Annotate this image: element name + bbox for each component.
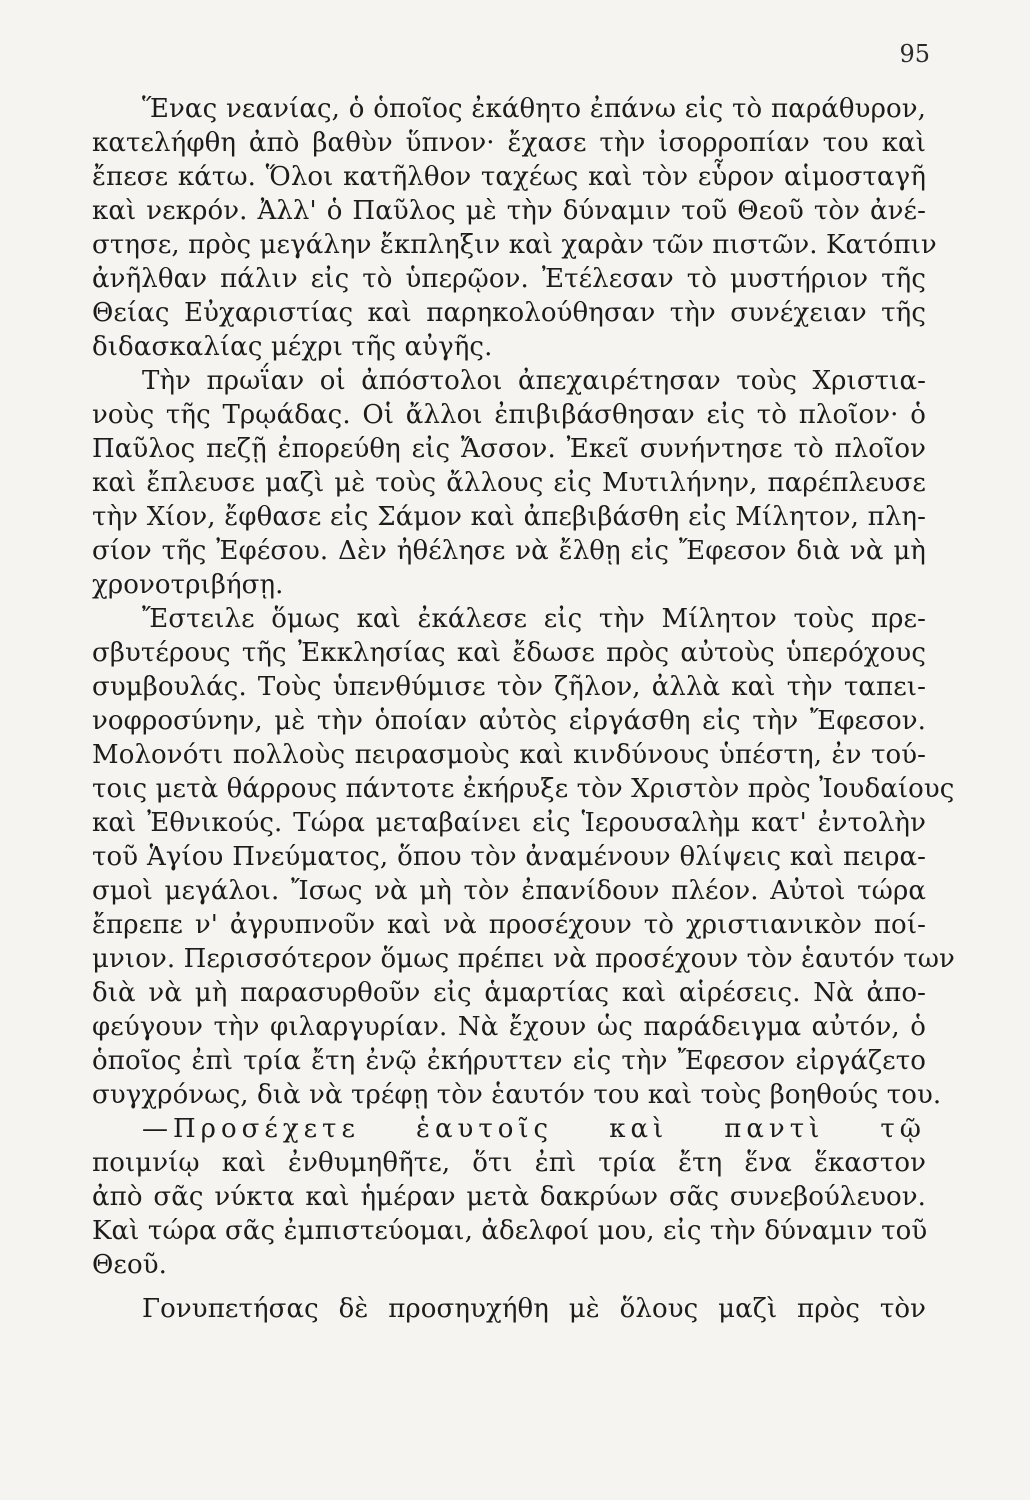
text-line: διὰ νὰ μὴ παρασυρθοῦν εἰς ἁμαρτίας καὶ αἱρέσεις. Νὰ ἀπο-	[92, 978, 926, 1008]
text-line: τοις μετὰ θάρρους πάντοτε ἐκήρυξε τὸν Χριστὸν πρὸς Ἰουδαίους	[92, 774, 955, 804]
text-line: Ἕνας νεανίας, ὁ ὁποῖος ἐκάθητο ἐπάνω εἰς τὸ παράθυρον,	[142, 94, 926, 124]
text-line: ποιμνίῳ καὶ ἐνθυμηθῆτε, ὅτι ἐπὶ τρία ἔτη ἕνα ἕκαστον	[92, 1148, 926, 1178]
text-line: Τὴν πρωΐαν οἱ ἀπόστολοι ἀπεχαιρέτησαν τοὺς Χριστια-	[142, 366, 926, 396]
paragraph-gap	[92, 1282, 926, 1292]
text-line: Παῦλος πεζῇ ἐπορεύθη εἰς Ἄσσον. Ἐκεῖ συνήντησε τὸ πλοῖον	[92, 434, 926, 464]
text-line: χρονοτριβήσῃ.	[92, 570, 284, 600]
text-line: ὁποῖος ἐπὶ τρία ἔτη ἐνῷ ἐκήρυττεν εἰς τὴν Ἔφεσον εἰργάζετο	[92, 1046, 926, 1076]
text-line: καὶ νεκρόν. Ἀλλ' ὁ Παῦλος μὲ τὴν δύναμιν τοῦ Θεοῦ τὸν ἀνέ-	[92, 196, 926, 226]
text-line: Γονυπετήσας δὲ προσηυχήθη μὲ ὅλους μαζὶ πρὸς τὸν	[142, 1294, 926, 1324]
body-text	[92, 92, 955, 1326]
text-line: Καὶ τώρα σᾶς ἐμπιστεύομαι, ἀδελφοί μου, εἰς τὴν δύναμιν τοῦ	[92, 1216, 928, 1246]
text-line: Ἔστειλε ὅμως καὶ ἐκάλεσε εἰς τὴν Μίλητον τοὺς πρε-	[142, 604, 926, 634]
text-line: σβυτέρους τῆς Ἐκκλησίας καὶ ἔδωσε πρὸς αὐτοὺς ὑπερόχους	[92, 638, 926, 668]
text-line: στησε, πρὸς μεγάλην ἔκπληξιν καὶ χαρὰν τῶν πιστῶν. Κατόπιν	[92, 230, 937, 260]
page-number: 95	[899, 40, 930, 68]
text-line: ἀνῆλθαν πάλιν εἰς τὸ ὑπερῷον. Ἐτέλεσαν τὸ μυστήριον τῆς	[92, 264, 926, 294]
paragraph	[92, 602, 955, 1112]
text-line: Θεοῦ.	[92, 1250, 168, 1280]
text-line: ἔπεσε κάτω. Ὅλοι κατῆλθον ταχέως καὶ τὸν εὗρον αἱμοσταγῆ	[92, 162, 926, 192]
text-line: ἀπὸ σᾶς νύκτα καὶ ἡμέραν μετὰ δακρύων σᾶς συνεβούλευον.	[92, 1182, 926, 1212]
text-line: μνιον. Περισσότερον ὅμως πρέπει νὰ προσέχουν τὸν ἑαυτόν των	[92, 944, 955, 974]
paragraph	[92, 1292, 926, 1326]
text-line: σμοὶ μεγάλοι. Ἴσως νὰ μὴ τὸν ἐπανίδουν πλέον. Αὐτοὶ τώρα	[92, 876, 926, 906]
text-line: συγχρόνως, διὰ νὰ τρέφῃ τὸν ἑαυτόν του καὶ τοὺς βοηθούς του.	[92, 1080, 942, 1110]
text-line: καὶ Ἐθνικούς. Τώρα μεταβαίνει εἰς Ἱερουσαλὴμ κατ' ἐντολὴν	[92, 808, 926, 838]
text-line: ἔπρεπε ν' ἀγρυπνοῦν καὶ νὰ προσέχουν τὸ χριστιανικὸν ποί-	[92, 910, 926, 940]
text-line: Θείας Εὐχαριστίας καὶ παρηκολούθησαν τὴν συνέχειαν τῆς	[92, 298, 926, 328]
text-line: τὴν Χίον, ἔφθασε εἰς Σάμον καὶ ἀπεβιβάσθη εἰς Μίλητον, πλη-	[92, 502, 926, 532]
paragraph	[92, 92, 937, 364]
text-line: Μολονότι πολλοὺς πειρασμοὺς καὶ κινδύνους ὑπέστη, ἐν τού-	[92, 740, 926, 770]
text-line: καὶ ἔπλευσε μαζὶ μὲ τοὺς ἄλλους εἰς Μυτιλήνην, παρέπλευσε	[92, 468, 926, 498]
text-line: σίον τῆς Ἐφέσου. Δὲν ἠθέλησε νὰ ἔλθῃ εἰς Ἔφεσον διὰ νὰ μὴ	[92, 536, 926, 566]
text-line: φεύγουν τὴν φιλαργυρίαν. Νὰ ἔχουν ὡς παράδειγμα αὐτόν, ὁ	[92, 1012, 926, 1042]
text-line: νοὺς τῆς Τρῳάδας. Οἱ ἄλλοι ἐπιβιβάσθησαν εἰς τὸ πλοῖον· ὁ	[92, 400, 926, 430]
text-line: κατελήφθη ἀπὸ βαθὺν ὕπνον· ἔχασε τὴν ἰσορροπίαν του καὶ	[92, 128, 926, 158]
text-line: τοῦ Ἁγίου Πνεύματος, ὅπου τὸν ἀναμένουν θλίψεις καὶ πειρα-	[92, 842, 926, 872]
paragraph	[92, 364, 926, 602]
paragraph	[92, 1112, 926, 1282]
text-line: διδασκαλίας μέχρι τῆς αὐγῆς.	[92, 332, 493, 362]
text-line: συμβουλάς. Τοὺς ὑπενθύμισε τὸν ζῆλον, ἀλλὰ καὶ τὴν ταπει-	[92, 672, 926, 702]
text-line: νοφροσύνην, μὲ τὴν ὁποίαν αὐτὸς εἰργάσθη εἰς τὴν Ἔφεσον.	[92, 706, 926, 736]
text-line: —Προσέχετε ἑαυτοῖς καὶ παντὶ τῷ	[142, 1114, 926, 1144]
